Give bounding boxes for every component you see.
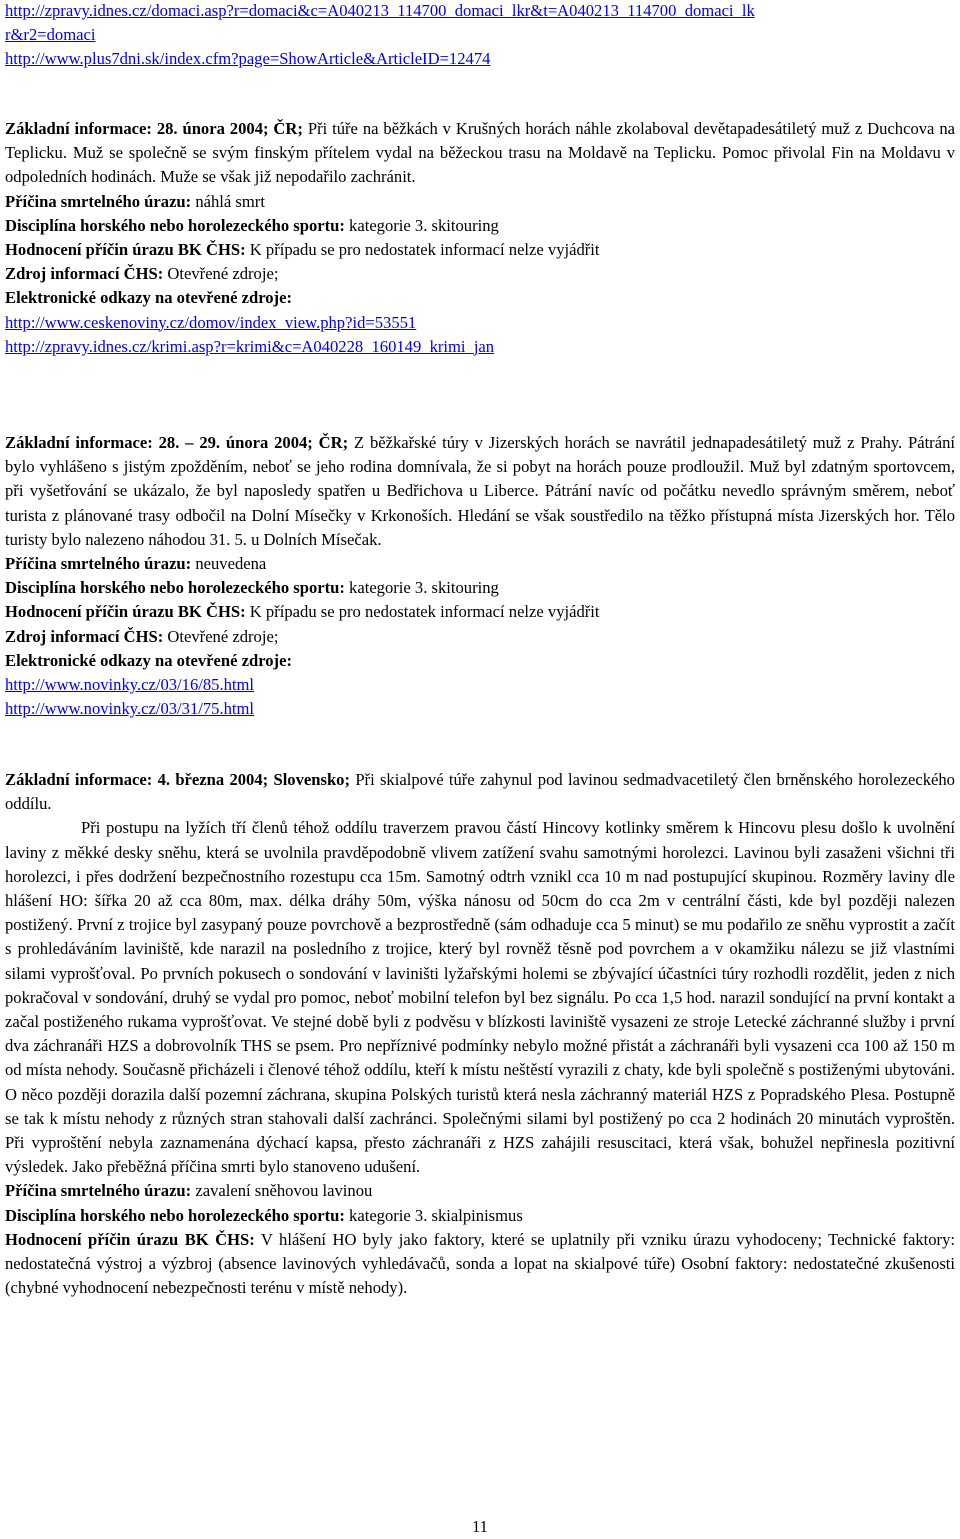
links-label: Elektronické odkazy na otevřené zdroje: [5,650,292,670]
cause-value: náhlá smrt [195,191,265,211]
discipline-row [5,1204,955,1228]
evaluation-value: K případu se pro nedostatek informací nelze vyjádřit [249,240,600,260]
links-row [5,286,955,310]
record-paragraph: Při postupu na lyžích tří členů téhož oddílu traverzem pravou částí Hincovy kotlinky směrem k Hincovu plesu došlo k uvolnění laviny z měkké desky sněhu, která se uvolnila pravděpodobně vlivem zatížení svahu samotnými horolezci. Lavinou byli zasaženi všichni tři horolezci, i přes dodržení bezpečnostního rozestupu cca 15m. Samotný odtrh vznikl cca 10 m nad postupující skupinou. Rozměry laviny dle hlášení HO: šířka 20 až cca 80m, max. délka dráhy 50m, výška nánosu od 50cm do cca 2m v centrální části, kde byl později nalezen postižený. První z trojice byl zasypaný pouze povrchově a bezprostředně (sám odhaduje cca 5 minut) se mu podařilo ze sněhu vyprostit a začít s prohledáváním laviniště, kde narazil na posledního z trojice, který byl rovněž těsně pod povrchem a v okamžiku nálezu se již vlastními silami vyprošťoval. Po prvních pokusech o sondování v laviništi lyžařskými holemi se zbývající účastníci túry rozhodli rozdělit, jeden z nich pokračoval v sondování, druhý se vydal pro pomoc, neboť mobilní telefon byl bez signálu. Po cca 1,5 hod. narazil sondující na první kontakt a začal postiženého rukama vyprošťovat. Ve stejné době byli z podvěsu v blízkosti laviniště vysazeni ze stroje Letecké záchranné služby i první dva záchranáři HZS a dobrovolník THS se psem. Pro nepříznivé podmínky nebylo možné přistát a záchranáři byli vysazeni cca 100 až 150 m od místa nehody. Současně přicházeli i členové téhož oddílu, kteří k místu neštěstí vyrazili z chaty, kde byli společně s postiženými ubytováni. O něco později dorazila další pozemní záchrana, skupina Polských turistů která nesla záchranný materiál HZS z Popradského Plesa. Postupně se tak k místu nehody z různých stran stahovali další zachránci. Společnými silami byl postižený po cca 2 hodinách 20 minutách vyproštěn. Při vyproštění nebyla zaznamenána dýchací kapsa, přesto záchranáři z HZS zahájili resuscitaci, která však, bohužel nepřinesla pozitivní výsledek. Jako přeběžná příčina smrti bylo stanoveno udušení. [5,818,955,1177]
accident-record-1 [5,117,955,359]
source-row [5,625,955,649]
record-basic-info [5,431,955,552]
evaluation-label: Hodnocení příčin úrazu BK ČHS: [5,602,246,622]
record-date: 28. února 2004; ČR; [156,119,303,138]
evaluation-label: Hodnocení příčin úrazu BK ČHS: [5,240,246,260]
links-row [5,649,955,673]
source-label: Zdroj informací ČHS: [5,264,164,284]
source-link[interactable]: http://www.plus7dni.sk/index.cfm?page=ShowArticle&ArticleID=12474 [5,49,491,69]
source-link-continued[interactable]: r&r2=domaci [5,25,96,45]
basic-info-label: Základní informace: [5,433,153,452]
links-label: Elektronické odkazy na otevřené zdroje: [5,288,292,308]
record-basic-info [5,768,955,816]
basic-info-label: Základní informace: [5,770,153,789]
reference-link[interactable]: http://www.novinky.cz/03/16/85.html [5,675,255,695]
basic-info-label: Základní informace: [5,119,152,138]
record-text: Z běžkařské túry v Jizerských horách se navrátil jednapadesátiletý muž z Prahy. Pátrání bylo vyhlášeno s jistým zpožděním, neboť se jeho rodina domnívala, že si pobyt na horách pouze prodloužil. Muž byl zdatným sportovcem, při vyšetřování se ukázalo, že byl naposledy spatřen u Bedřichova u Liberce. Pátrání navíc od počátku nevedlo správným směrem, neboť turista z plánované trasy odbočil na Dolní Mísečky v Krkonoších. Hledání se však soustředilo na těžko přístupná místa Jizerských hor. Tělo turisty bylo nalezeno náhodou 31. 5. u Dolních Mísečak. [5,433,955,549]
discipline-value: kategorie 3. skitouring [349,578,499,598]
record-date: 4. března 2004; Slovensko; [157,770,351,789]
source-row [5,262,955,286]
cause-label: Příčina smrtelného úrazu: [5,1181,192,1201]
cause-value: zavalení sněhovou lavinou [195,1181,373,1201]
page-number: 11 [472,1517,488,1536]
evaluation-row [5,238,955,262]
discipline-label: Disciplína horského nebo horolezeckého sportu: [5,578,345,598]
cause-label: Příčina smrtelného úrazu: [5,191,192,211]
reference-link[interactable]: http://www.ceskenoviny.cz/domov/index_view.php?id=53551 [5,312,417,332]
evaluation-row [5,600,955,624]
source-label: Zdroj informací ČHS: [5,626,164,646]
reference-link[interactable]: http://www.novinky.cz/03/31/75.html [5,699,255,719]
cause-row [5,190,955,214]
evaluation-value: V hlášení HO byly jako faktory, které se uplatnily při vzniku úrazu vyhodoceny; Technické faktory: nedostatečná výstroj a výzbroj (absence lavinových vyhledávačů, sonda a lopat na skialpové túře) Osobní faktory: nedostatečné zkušenosti (chybné vyhodnocení nebezpečnosti terénu v místě nehody). [5,1229,955,1298]
evaluation-value: K případu se pro nedostatek informací nelze vyjádřit [249,602,600,622]
discipline-value: kategorie 3. skitouring [349,215,499,235]
discipline-label: Disciplína horského nebo horolezeckého sportu: [5,215,345,235]
record-text: Při skialpové túře zahynul pod lavinou sedmadvacetiletý člen brněnského horolezeckého oddílu. [5,770,955,814]
cause-label: Příčina smrtelného úrazu: [5,554,192,574]
evaluation-row [5,1228,955,1301]
source-link[interactable]: http://zpravy.idnes.cz/domaci.asp?r=domaci&c=A040213_114700_domaci_lkr&t=A040213_114700_domaci_lk [5,1,755,20]
source-value: Otevřené zdroje; [167,264,279,284]
reference-link[interactable]: http://zpravy.idnes.cz/krimi.asp?r=krimi&c=A040228_160149_krimi_jan [5,336,495,356]
cause-row [5,552,955,576]
discipline-row [5,576,955,600]
source-value: Otevřené zdroje; [167,626,279,646]
cause-row [5,1179,955,1203]
record-date: 28. – 29. února 2004; ČR; [158,433,349,452]
discipline-value: kategorie 3. skialpinismus [349,1205,523,1225]
accident-record-3 [5,768,955,1300]
accident-record-2 [5,431,955,721]
evaluation-label: Hodnocení příčin úrazu BK ČHS: [5,1229,255,1249]
record-basic-info [5,117,955,190]
discipline-label: Disciplína horského nebo horolezeckého sportu: [5,1205,345,1225]
record-text: Při túře na běžkách v Krušných horách náhle zkolaboval devětapadesátiletý muž z Duchcova na Teplicku. Muž se společně se svým finským přítelem vydal na běžeckou trasu na Moldavě na Teplicku. Pomoc přivolal Fin na Moldavu v odpoledních hodinách. Muže se však již nepodařilo zachránit. [5,119,956,187]
discipline-row [5,214,955,238]
top-links [5,0,955,72]
cause-value: neuvedena [195,554,267,574]
